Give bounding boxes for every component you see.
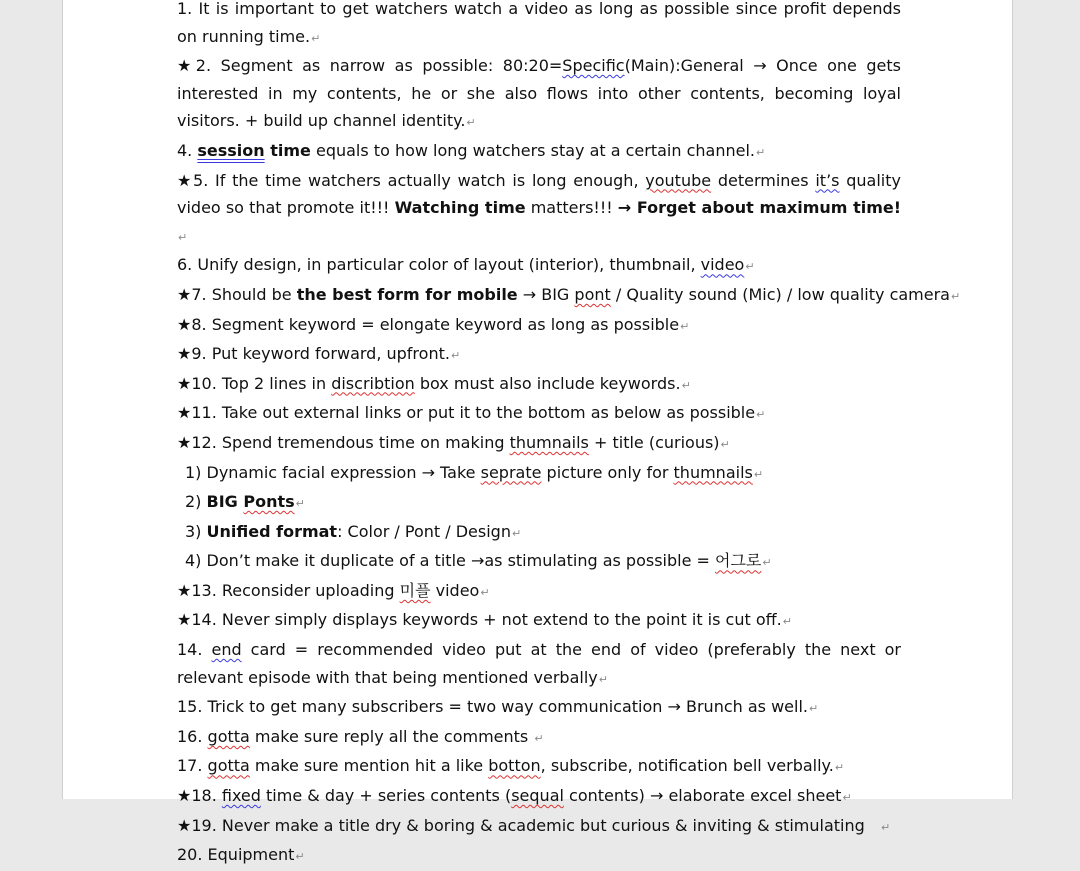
text: 4. bbox=[177, 140, 198, 160]
text: 1. It is important to get watchers watch a video as long as possible since profit depends on running time. bbox=[177, 0, 901, 46]
paragraph-5[interactable] bbox=[177, 167, 901, 252]
spelling-flagged-word: botton bbox=[488, 756, 541, 776]
paragraph-mark: ↵ bbox=[295, 850, 305, 864]
text: time & day + series contents ( bbox=[260, 786, 512, 806]
text: ★8. Segment keyword = elongate keyword as long as possible bbox=[177, 314, 680, 334]
paragraph-4[interactable] bbox=[177, 137, 901, 167]
text: 17. bbox=[177, 756, 208, 776]
sub-item-1[interactable] bbox=[177, 459, 901, 489]
text: ★14. Never simply displays keywords + not extend to the point it is cut off. bbox=[177, 610, 782, 630]
paragraph-mark: ↵ bbox=[680, 319, 690, 333]
text: picture only for bbox=[541, 462, 674, 482]
spelling-flagged-word: discribtion bbox=[331, 373, 415, 393]
text: / Quality sound (Mic) / low quality camera bbox=[610, 284, 950, 304]
spelling-flagged-word: gotta bbox=[207, 726, 250, 746]
bold-text: time bbox=[264, 140, 311, 160]
text: equals to how long watchers stay at a certain channel. bbox=[310, 140, 755, 160]
paragraph-mark: ↵ bbox=[950, 289, 961, 303]
paragraph-15[interactable] bbox=[177, 693, 901, 723]
text: ★5. If the time watchers actually watch is long enough, bbox=[177, 170, 646, 190]
text: 2) bbox=[185, 492, 207, 512]
text: → BIG bbox=[517, 284, 575, 304]
text: contents) → elaborate excel sheet bbox=[563, 786, 842, 806]
text: make sure mention hit a like bbox=[249, 756, 489, 776]
paragraph-mark: ↵ bbox=[295, 497, 305, 511]
bold-text: the best form for mobile bbox=[296, 284, 518, 304]
text: 4) Don’t make it duplicate of a title →as stimulating as possible = bbox=[185, 551, 716, 571]
text: card = recommended video put at the end of video (preferably the next or relevant episode with that being mentioned verbally bbox=[177, 640, 902, 687]
text: ★18. bbox=[177, 786, 222, 806]
text: ★11. Take out external links or put it to the bottom as below as possible bbox=[177, 403, 756, 423]
text: 20. Equipment bbox=[177, 845, 295, 865]
document-page[interactable] bbox=[62, 0, 1013, 865]
spelling-flagged-word: gotta bbox=[207, 756, 250, 776]
paragraph-mark: ↵ bbox=[756, 408, 766, 422]
paragraph-mark: ↵ bbox=[881, 820, 891, 834]
spelling-flagged-word: pont bbox=[574, 284, 611, 304]
grammar-flagged-word: end bbox=[211, 640, 242, 660]
text: make sure reply all the comments bbox=[249, 726, 534, 746]
grammar-flagged-word: Specific bbox=[562, 56, 625, 76]
paragraph-1[interactable] bbox=[177, 0, 901, 52]
text: ★19. Never make a title dry & boring & academic but curious & inviting & stimulating bbox=[177, 815, 881, 835]
text: 15. Trick to get many subscribers = two way communication → Brunch as well. bbox=[177, 697, 808, 717]
paragraph-mark: ↵ bbox=[681, 378, 691, 392]
paragraph-14[interactable] bbox=[177, 636, 901, 693]
text: (Main):General → Once one gets interested in my contents, he or she also flows into other contents, becoming loyal visitors. + build up channel identity. bbox=[177, 56, 901, 131]
paragraph-16[interactable] bbox=[177, 723, 901, 753]
paragraph-mark: ↵ bbox=[598, 672, 608, 686]
paragraph-10[interactable] bbox=[177, 370, 901, 400]
paragraph-mark: ↵ bbox=[466, 116, 476, 130]
text: ★12. Spend tremendous time on making bbox=[177, 432, 510, 452]
paragraph-13[interactable] bbox=[177, 577, 901, 607]
bold-text: BIG bbox=[206, 492, 244, 512]
paragraph-9[interactable] bbox=[177, 340, 901, 370]
text: 3) bbox=[185, 521, 207, 541]
paragraph-12[interactable] bbox=[177, 429, 901, 459]
paragraph-mark: ↵ bbox=[782, 615, 792, 629]
paragraph-mark: ↵ bbox=[534, 731, 544, 745]
paragraph-mark: ↵ bbox=[753, 467, 764, 481]
paragraph-2[interactable] bbox=[177, 52, 901, 137]
bold-text: session bbox=[197, 140, 265, 160]
text: ★2. Segment as narrow as possible: 80:20= bbox=[177, 56, 563, 76]
text: determines bbox=[711, 170, 816, 190]
spelling-flagged-word: 어그로 bbox=[715, 551, 762, 571]
bold-text: Unified format bbox=[206, 521, 338, 541]
paragraph-7[interactable] bbox=[177, 281, 961, 311]
text: quality video so that promote it!!! bbox=[177, 170, 901, 218]
text: : Color / Pont / Design bbox=[337, 521, 511, 541]
paragraph-mark: ↵ bbox=[808, 702, 819, 716]
paragraph-6[interactable] bbox=[177, 251, 901, 281]
spelling-flagged-word: thumnails bbox=[673, 462, 753, 482]
sub-item-4[interactable] bbox=[177, 547, 901, 577]
text: box must also include keywords. bbox=[414, 373, 681, 393]
paragraph-mark: ↵ bbox=[178, 230, 188, 244]
text: ★9. Put keyword forward, upfront. bbox=[177, 344, 450, 364]
bold-text: Watching time bbox=[394, 198, 526, 218]
document-body[interactable] bbox=[177, 0, 961, 871]
paragraph-mark: ↵ bbox=[745, 260, 755, 274]
text: video bbox=[430, 580, 480, 600]
paragraph-mark: ↵ bbox=[450, 349, 461, 363]
text: 1) Dynamic facial expression → Take bbox=[185, 462, 481, 482]
paragraph-mark: ↵ bbox=[511, 526, 522, 540]
paragraph-mark: ↵ bbox=[842, 791, 852, 805]
paragraph-mark: ↵ bbox=[834, 761, 845, 775]
spelling-flagged-word: seprate bbox=[480, 462, 542, 482]
text: matters!!! bbox=[525, 198, 618, 218]
paragraph-mark: ↵ bbox=[311, 31, 321, 45]
spelling-flagged-word: youtube bbox=[645, 170, 712, 190]
text: , subscribe, notification bell verbally. bbox=[540, 756, 834, 776]
paragraph-mark: ↵ bbox=[480, 585, 490, 599]
paragraph-17[interactable] bbox=[177, 752, 901, 782]
text: 6. Unify design, in particular color of layout (interior), thumbnail, bbox=[177, 255, 701, 275]
grammar-flagged-word: fixed bbox=[221, 786, 261, 806]
text: ★10. Top 2 lines in bbox=[177, 373, 332, 393]
text: ★7. Should be bbox=[177, 284, 297, 304]
paragraph-19[interactable] bbox=[177, 812, 901, 842]
grammar-flagged-word: it’s bbox=[815, 170, 840, 190]
text: 16. bbox=[177, 726, 208, 746]
sub-item-3[interactable] bbox=[177, 518, 901, 548]
spelling-flagged-word: Ponts bbox=[243, 492, 295, 512]
paragraph-mark: ↵ bbox=[756, 145, 766, 159]
spelling-flagged-word: thumnails bbox=[509, 432, 589, 452]
spelling-flagged-word: 미플 bbox=[399, 580, 431, 600]
text: ★13. Reconsider uploading bbox=[177, 580, 400, 600]
sub-item-2[interactable] bbox=[177, 488, 901, 518]
paragraph-11[interactable] bbox=[177, 399, 901, 429]
text: 14. bbox=[177, 640, 212, 660]
bold-text: → Forget about maximum time! bbox=[617, 198, 902, 218]
spelling-flagged-word: sequal bbox=[511, 786, 564, 806]
paragraph-18[interactable] bbox=[177, 782, 901, 812]
paragraph-14-star[interactable] bbox=[177, 606, 901, 636]
grammar-flagged-word: video bbox=[700, 255, 745, 275]
paragraph-mark: ↵ bbox=[720, 437, 730, 451]
paragraph-8[interactable] bbox=[177, 311, 901, 341]
paragraph-20[interactable] bbox=[177, 841, 901, 871]
paragraph-mark: ↵ bbox=[762, 556, 772, 570]
text: + title (curious) bbox=[588, 432, 720, 452]
